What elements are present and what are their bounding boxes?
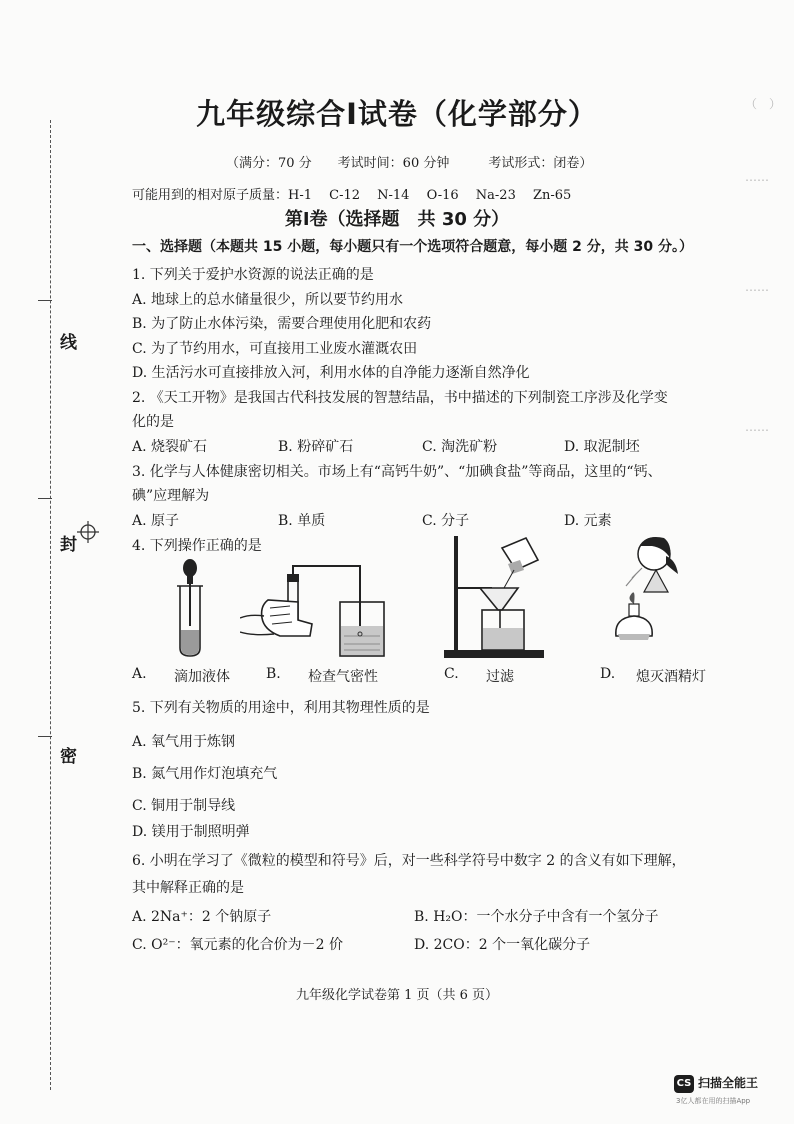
camscanner-logo-icon: CS [674, 1075, 694, 1093]
margin-label-xian: 线 [60, 333, 77, 353]
binding-line [50, 120, 51, 1090]
q1-option-b: B. 为了防止水体污染，需要合理使用化肥和农药 [132, 316, 432, 332]
q3-option-c: C. 分子 [422, 513, 470, 529]
exam-title: 九年级综合Ⅰ试卷（化学部分） [196, 97, 598, 131]
q1-option-a: A. 地球上的总水储量很少，所以要节约用水 [132, 292, 404, 308]
filtration-figure-icon [440, 530, 550, 662]
q5-option-c: C. 铜用于制导线 [132, 798, 236, 814]
margin-tick [38, 300, 52, 301]
exam-info: （满分：70 分 考试时间：60 分钟 考试形式：闭卷） [226, 156, 593, 171]
margin-tick [38, 498, 52, 499]
q4-option-c-letter: C. [444, 666, 459, 682]
q2-stem: 2. 《天工开物》是我国古代科技发展的智慧结晶，书中描述的下列制瓷工序涉及化学变 [132, 390, 668, 406]
show-through-text: …… [745, 420, 769, 434]
registration-mark-icon [77, 521, 99, 543]
q6-stem-cont: 其中解释正确的是 [132, 880, 244, 896]
q3-option-a: A. 原子 [132, 513, 180, 529]
q6-option-d: D. 2CO：2 个一氧化碳分子 [414, 937, 591, 953]
q2-option-a: A. 烧裂矿石 [132, 439, 208, 455]
q4-option-a-text: 滴加液体 [174, 669, 230, 685]
q2-stem-cont: 化的是 [132, 414, 174, 430]
q3-stem: 3. 化学与人体健康密切相关。市场上有“高钙牛奶”、“加碘食盐”等商品，这里的“钙、 [132, 464, 662, 480]
alcohol-lamp-figure-icon [606, 534, 686, 660]
q6-stem: 6. 小明在学习了《微粒的模型和符号》后，对一些科学符号中数字 2 的含义有如下理解， [132, 853, 686, 869]
section-title: 第Ⅰ卷（选择题 共 30 分） [284, 209, 510, 230]
q4-option-c-text: 过滤 [486, 669, 514, 685]
margin-label-mi: 密 [60, 747, 77, 767]
margin-label-feng: 封 [60, 535, 77, 555]
q4-stem: 4. 下列操作正确的是 [132, 538, 262, 554]
q1-stem: 1. 下列关于爱护水资源的说法正确的是 [132, 267, 374, 283]
q1-option-c: C. 为了节约用水，可直接用工业废水灌溉农田 [132, 341, 418, 357]
q2-option-d: D. 取泥制坯 [564, 439, 640, 455]
scanner-tagline: 3亿人都在用的扫描App [676, 1097, 751, 1105]
airtightness-figure-icon [240, 560, 390, 660]
page-footer: 九年级化学试卷第 1 页（共 6 页） [295, 988, 499, 1003]
q4-option-a-letter: A. [132, 666, 147, 682]
scanner-app-name: 扫描全能王 [698, 1076, 759, 1090]
q1-option-d: D. 生活污水可直接排放入河，利用水体的自净能力逐渐自然净化 [132, 365, 530, 381]
q5-option-b: B. 氮气用作灯泡填充气 [132, 766, 278, 782]
q5-option-a: A. 氧气用于炼钢 [132, 734, 236, 750]
q4-option-d-letter: D. [600, 666, 616, 682]
q5-option-d: D. 镁用于制照明弹 [132, 824, 250, 840]
show-through-text: （ ） [745, 97, 782, 111]
q6-option-c: C. O²⁻：氧元素的化合价为－2 价 [132, 937, 343, 953]
q4-option-d-text: 熄灭酒精灯 [636, 669, 706, 685]
q3-option-d: D. 元素 [564, 513, 612, 529]
show-through-text: …… [745, 280, 769, 294]
show-through-text: …… [745, 170, 769, 184]
q6-option-b: B. H₂O：一个水分子中含有一个氢分子 [414, 909, 659, 925]
margin-tick [38, 736, 52, 737]
atomic-mass-line: 可能用到的相对原子质量：H-1 C-12 N-14 O-16 Na-23 Zn-65 [132, 188, 572, 203]
section-instruction: 一、选择题（本题共 15 小题，每小题只有一个选项符合题意，每小题 2 分，共 30 分。） [132, 239, 693, 255]
q4-option-b-letter: B. [266, 666, 281, 682]
q2-option-b: B. 粉碎矿石 [278, 439, 354, 455]
q3-option-b: B. 单质 [278, 513, 326, 529]
q5-stem: 5. 下列有关物质的用途中，利用其物理性质的是 [132, 700, 430, 716]
q4-option-b-text: 检查气密性 [308, 669, 378, 685]
dropper-figure-icon [170, 556, 210, 660]
q3-stem-cont: 碘”应理解为 [132, 488, 210, 504]
q2-option-c: C. 淘洗矿粉 [422, 439, 498, 455]
q6-option-a: A. 2Na⁺：2 个钠原子 [132, 909, 272, 925]
